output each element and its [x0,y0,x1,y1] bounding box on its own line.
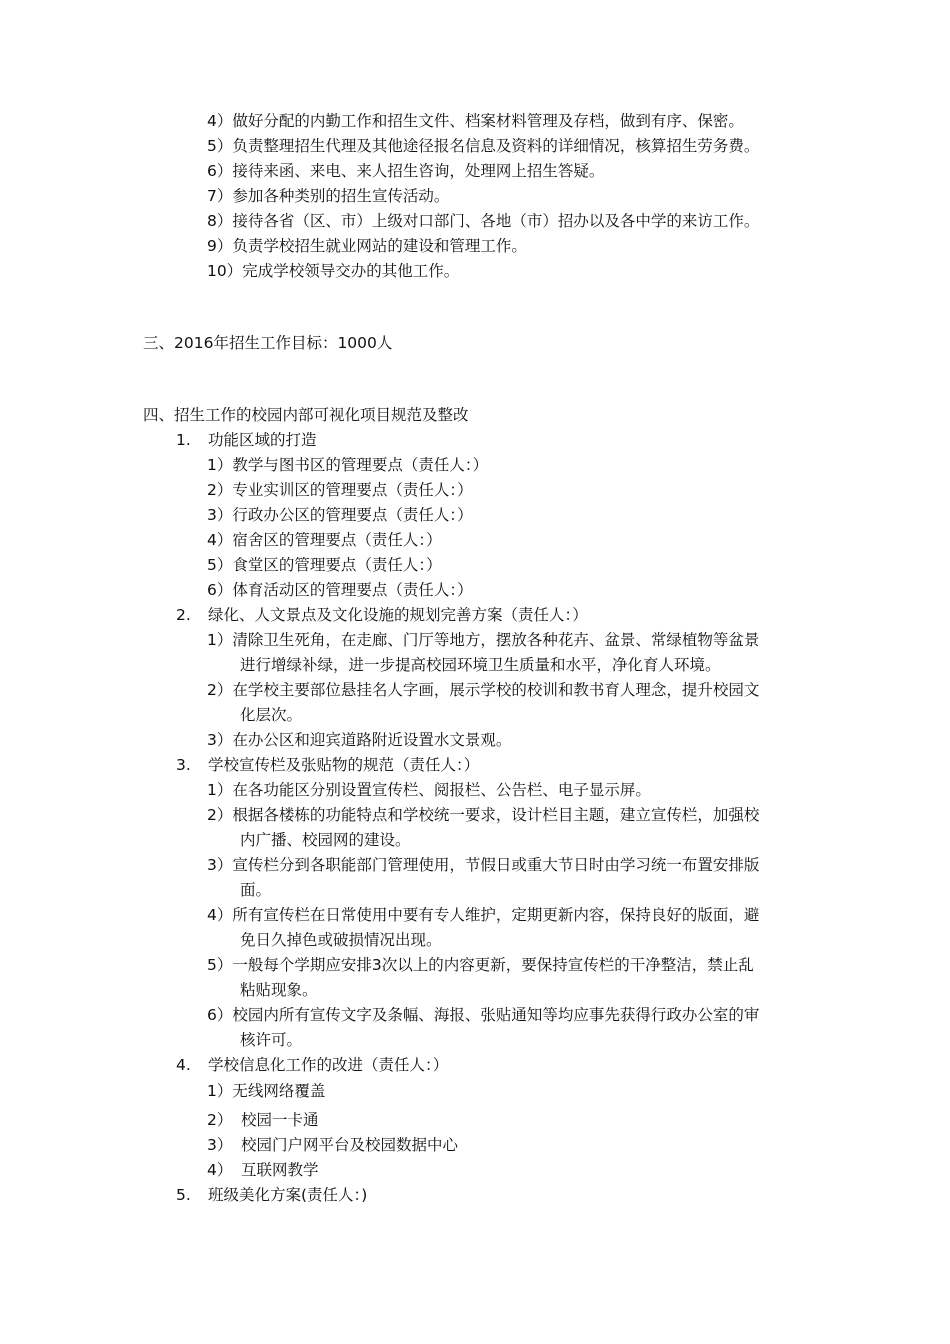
list-item: 5）负责整理招生代理及其他途径报名信息及资料的详细情况，核算招生劳务费。 [207,137,760,155]
list-item: 1）教学与图书区的管理要点（责任人：） [207,456,489,474]
list-item: 2）在学校主要部位悬挂名人字画，展示学校的校训和教书育人理念，提升校园文 [207,681,760,699]
subsection-number: 4. [176,1056,191,1074]
list-item: 4）宿舍区的管理要点（责任人：） [207,531,442,549]
list-item: 校园门户网平台及校园数据中心 [241,1136,459,1154]
list-item-continuation: 面。 [240,881,272,899]
subsection-number: 5. [176,1186,191,1204]
list-item: 10）完成学校领导交办的其他工作。 [207,262,460,280]
list-item: 4）做好分配的内勤工作和招生文件、档案材料管理及存档，做到有序、保密。 [207,112,744,130]
list-item: 4）所有宣传栏在日常使用中要有专人维护，定期更新内容，保持良好的版面，避 [207,906,760,924]
subsection-title: 学校信息化工作的改进（责任人：） [208,1056,449,1074]
list-item: 1）无线网络覆盖 [207,1082,326,1100]
list-item-continuation: 进行增绿补绿，进一步提高校园环境卫生质量和水平，净化育人环境。 [240,656,721,674]
list-item-number: 2） [207,1111,233,1129]
list-item: 6）接待来函、来电、来人招生咨询，处理网上招生答疑。 [207,162,605,180]
list-item: 校园一卡通 [241,1111,319,1129]
list-item: 7）参加各种类别的招生宣传活动。 [207,187,450,205]
subsection-title: 绿化、人文景点及文化设施的规划完善方案（责任人：） [208,606,588,624]
subsection-number: 2. [176,606,191,624]
subsection-number: 1. [176,431,191,449]
subsection-title: 学校宣传栏及张贴物的规范（责任人：） [208,756,480,774]
section-heading-4: 四、招生工作的校园内部可视化项目规范及整改 [143,406,469,424]
list-item: 2）根据各楼栋的功能特点和学校统一要求，设计栏目主题，建立宣传栏，加强校 [207,806,760,824]
subsection-number: 3. [176,756,191,774]
list-item: 互联网教学 [241,1161,319,1179]
list-item: 3）在办公区和迎宾道路附近设置水文景观。 [207,731,512,749]
list-item-continuation: 内广播、校园网的建设。 [240,831,411,849]
list-item: 9）负责学校招生就业网站的建设和管理工作。 [207,237,527,255]
section-heading-3: 三、2016年招生工作目标：1000人 [143,334,393,352]
list-item: 1）清除卫生死角，在走廊、门厅等地方，摆放各种花卉、盆景、常绿植物等盆景 [207,631,760,649]
list-item: 6）校园内所有宣传文字及条幅、海报、张贴通知等均应事先获得行政办公室的审 [207,1006,760,1024]
list-item-continuation: 核许可。 [240,1031,303,1049]
list-item-continuation: 粘贴现象。 [240,981,318,999]
list-item: 6）体育活动区的管理要点（责任人：） [207,581,473,599]
list-item: 2）专业实训区的管理要点（责任人：） [207,481,473,499]
list-item-continuation: 化层次。 [240,706,303,724]
list-item-number: 4） [207,1161,233,1179]
list-item-continuation: 免日久掉色或破损情况出现。 [240,931,442,949]
list-item: 5）食堂区的管理要点（责任人：） [207,556,442,574]
subsection-title: 班级美化方案(责任人：) [208,1186,368,1204]
list-item-number: 3） [207,1136,233,1154]
list-item: 3）行政办公区的管理要点（责任人：） [207,506,473,524]
list-item: 5）一般每个学期应安排3次以上的内容更新，要保持宣传栏的干净整洁，禁止乱 [207,956,754,974]
list-item: 3）宣传栏分到各职能部门管理使用，节假日或重大节日时由学习统一布置安排版 [207,856,760,874]
list-item: 1）在各功能区分别设置宣传栏、阅报栏、公告栏、电子显示屏。 [207,781,651,799]
subsection-title: 功能区域的打造 [208,431,317,449]
list-item: 8）接待各省（区、市）上级对口部门、各地（市）招办以及各中学的来访工作。 [207,212,760,230]
